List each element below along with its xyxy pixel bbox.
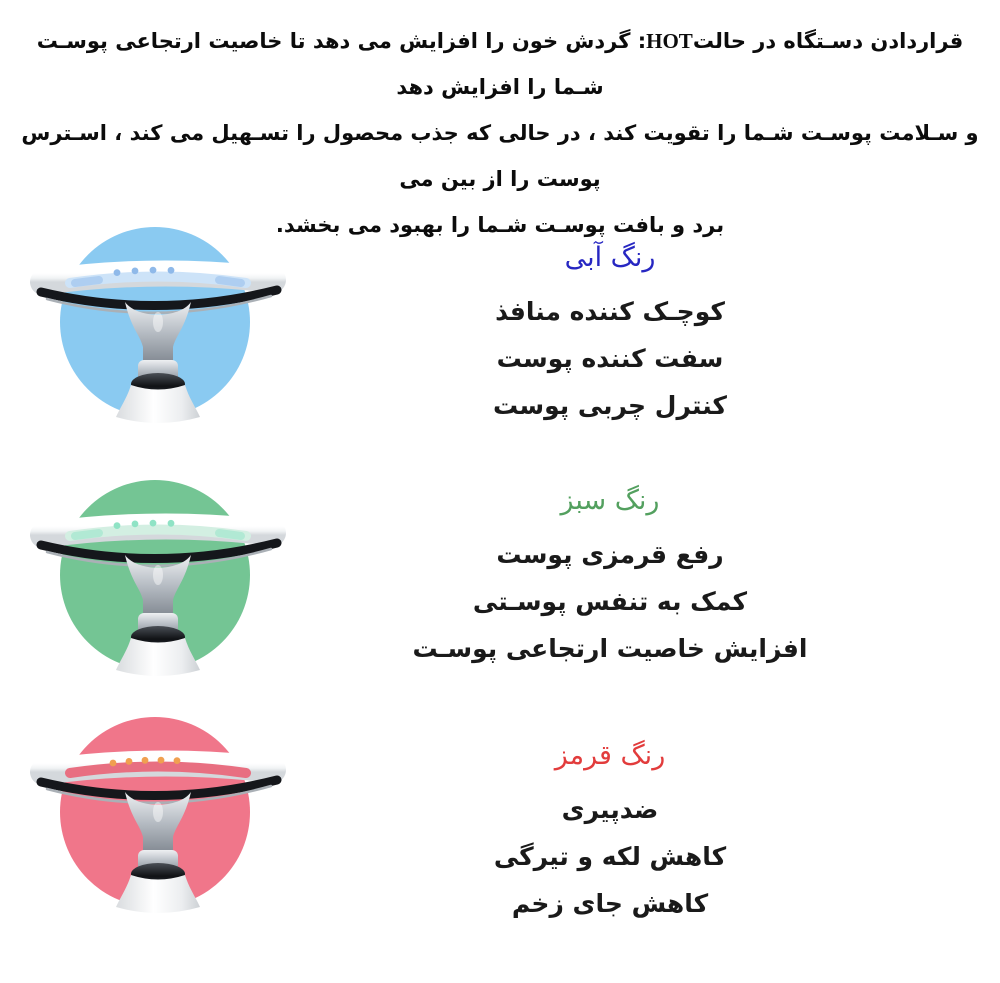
led-end-segment xyxy=(75,533,99,536)
led-dot xyxy=(142,757,149,764)
device-neck-highlight xyxy=(153,802,163,822)
benefit-item: کاهش لکه و تیرگی xyxy=(493,842,727,871)
intro-line-3: برد و بافت پوسـت شـما را بهبود می بخشد. xyxy=(275,213,725,237)
led-dot xyxy=(126,758,133,765)
benefits-green xyxy=(410,483,810,672)
benefit-item: کاهش جای زخم xyxy=(511,889,709,918)
benefit-item: کنترل چربی پوست xyxy=(493,391,727,420)
mode-heading: رنگ قرمز xyxy=(554,740,666,771)
mode-heading: رنگ سبز xyxy=(560,485,660,516)
intro-line-2: و سـلامت پوسـت شـما را تقویت کند ، در حالی که جذب محصول را تسـهیل می کند ، اسـترس پوست را از بین می xyxy=(21,121,979,191)
device-illustration-green xyxy=(25,475,297,725)
led-dot xyxy=(114,522,121,529)
benefit-item: کوچـک کننده منافذ xyxy=(495,297,725,326)
led-dot xyxy=(132,521,139,528)
benefits-red xyxy=(410,738,810,927)
led-dot xyxy=(174,757,181,764)
led-dot xyxy=(150,267,157,274)
benefit-item: ضدپیری xyxy=(561,795,659,824)
led-end-segment xyxy=(219,280,241,283)
device-neck-highlight xyxy=(153,565,163,585)
led-dot xyxy=(114,269,121,276)
device-figure-red xyxy=(25,712,297,962)
led-dot xyxy=(158,757,165,764)
benefit-item: سفت کننده پوست xyxy=(496,344,724,373)
mode-heading: رنگ آبی xyxy=(564,242,656,273)
benefit-item: کمک به تنفس پوسـتی xyxy=(472,587,748,616)
device-illustration-blue xyxy=(25,222,297,472)
led-end-segment xyxy=(219,533,241,536)
benefits-blue xyxy=(410,240,810,429)
intro-paragraph xyxy=(20,18,980,248)
benefit-item: رفع قرمزی پوست xyxy=(496,540,724,569)
intro-line-1: قراردادن دسـتگاه در حالتHOT: گردش خون را افزایش می دهد تا خاصیت ارتجاعی پوسـت شـما را افزایش دهد xyxy=(36,29,964,99)
led-dot xyxy=(150,520,157,527)
device-figure-green xyxy=(25,475,297,725)
device-illustration-red xyxy=(25,712,297,962)
benefit-item: افزایش خاصیت ارتجاعی پوسـت xyxy=(412,634,808,663)
led-dot xyxy=(168,520,175,527)
led-dot xyxy=(110,760,117,767)
led-end-segment xyxy=(75,280,99,283)
led-dot xyxy=(168,267,175,274)
device-figure-blue xyxy=(25,222,297,472)
device-neck-highlight xyxy=(153,312,163,332)
led-dot xyxy=(132,268,139,275)
